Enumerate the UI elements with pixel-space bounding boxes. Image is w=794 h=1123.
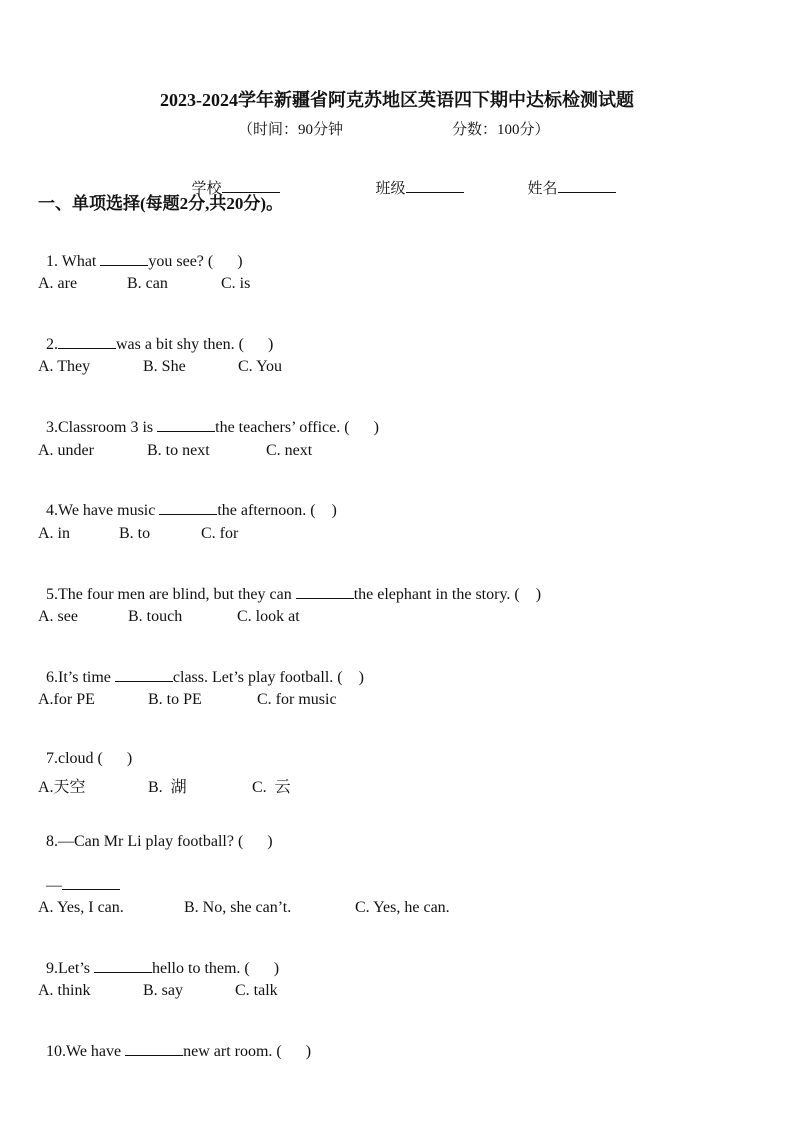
option-a[interactable]: A. think xyxy=(38,982,91,999)
question-text: the elephant in the story. ( ) xyxy=(353,586,542,603)
question-4 xyxy=(38,482,337,520)
question-text: 7.cloud ( ) xyxy=(46,750,133,767)
option-c[interactable]: C. for xyxy=(201,525,239,542)
option-c[interactable]: C. talk xyxy=(235,982,278,999)
option-a[interactable]: A. Yes, I can. xyxy=(38,899,124,916)
option-a[interactable]: A. under xyxy=(38,442,94,459)
question-text: new art room. ( ) xyxy=(183,1043,312,1060)
option-a[interactable]: A. They xyxy=(38,358,91,375)
option-b[interactable]: B. to xyxy=(119,525,151,542)
section-heading: 一、单项选择(每题2分,共20分)。 xyxy=(38,194,284,213)
question-text: 8.—Can Mr Li play football? ( ) xyxy=(46,833,273,850)
question-text: the teachers’ office. ( ) xyxy=(215,419,379,436)
question-text: you see? ( ) xyxy=(148,253,243,270)
question-8 xyxy=(38,815,273,851)
option-a[interactable]: A. see xyxy=(38,608,78,625)
class-blank[interactable] xyxy=(406,178,464,193)
question-text: 3.Classroom 3 is xyxy=(46,419,158,436)
answer-blank[interactable] xyxy=(115,667,173,682)
question-text: 9.Let’s xyxy=(46,960,94,977)
question-text: hello to them. ( ) xyxy=(152,960,280,977)
option-c[interactable]: C. next xyxy=(266,442,313,459)
question-text: 5.The four men are blind, but they can xyxy=(46,586,296,603)
name-field[interactable] xyxy=(520,160,616,198)
exam-time: （时间：90分钟 xyxy=(238,122,344,138)
option-b[interactable]: B. She xyxy=(143,358,186,375)
option-b[interactable]: B. No, she can’t. xyxy=(184,899,292,916)
answer-blank[interactable] xyxy=(125,1041,183,1056)
option-b[interactable]: B. 湖 xyxy=(148,779,187,796)
option-b[interactable]: B. touch xyxy=(128,608,183,625)
question-2 xyxy=(38,316,273,354)
option-a[interactable]: A.天空 xyxy=(38,779,86,796)
question-10 xyxy=(38,1023,311,1061)
question-5 xyxy=(38,566,541,604)
question-text: 2. xyxy=(46,336,58,353)
option-a[interactable]: A. are xyxy=(38,275,78,292)
name-blank[interactable] xyxy=(558,178,616,193)
question-text: class. Let’s play football. ( ) xyxy=(172,669,364,686)
option-c[interactable]: C. You xyxy=(238,358,283,375)
answer-blank[interactable] xyxy=(296,584,354,599)
school-label: 学校 xyxy=(191,181,222,197)
question-text: 4.We have music xyxy=(46,502,160,519)
option-b[interactable]: B. to next xyxy=(147,442,210,459)
question-3 xyxy=(38,399,379,437)
name-label: 姓名 xyxy=(527,181,558,197)
question-text: 1. What xyxy=(46,253,101,270)
option-a[interactable]: A.for PE xyxy=(38,691,95,708)
option-c[interactable]: C. Yes, he can. xyxy=(355,899,450,916)
option-c[interactable]: C. look at xyxy=(237,608,300,625)
answer-blank[interactable] xyxy=(100,251,148,266)
option-b[interactable]: B. say xyxy=(143,982,183,999)
answer-blank[interactable] xyxy=(157,417,215,432)
option-c[interactable]: C. is xyxy=(221,275,251,292)
option-c[interactable]: C. 云 xyxy=(252,779,291,796)
question-text: the afternoon. ( ) xyxy=(217,502,337,519)
option-a[interactable]: A. in xyxy=(38,525,70,542)
question-1 xyxy=(38,233,243,271)
option-b[interactable]: B. to PE xyxy=(148,691,202,708)
answer-blank[interactable] xyxy=(94,958,152,973)
question-9 xyxy=(38,940,279,978)
question-text: was a bit shy then. ( ) xyxy=(116,336,274,353)
question-text: 6.It’s time xyxy=(46,669,115,686)
exam-score: 分数：100分） xyxy=(452,122,550,138)
answer-blank[interactable] xyxy=(159,500,217,515)
option-c[interactable]: C. for music xyxy=(257,691,337,708)
question-6 xyxy=(38,649,364,687)
page-title: 2023-2024学年新疆省阿克苏地区英语四下期中达标检测试题 xyxy=(160,90,634,110)
answer-blank[interactable] xyxy=(58,334,116,349)
question-text: 10.We have xyxy=(46,1043,126,1060)
dash-prefix: — xyxy=(46,877,62,894)
class-label: 班级 xyxy=(375,181,406,197)
question-7 xyxy=(38,732,132,768)
option-b[interactable]: B. can xyxy=(127,275,168,292)
answer-blank[interactable] xyxy=(62,875,120,890)
class-field[interactable] xyxy=(368,160,464,198)
answer-line xyxy=(38,857,120,895)
